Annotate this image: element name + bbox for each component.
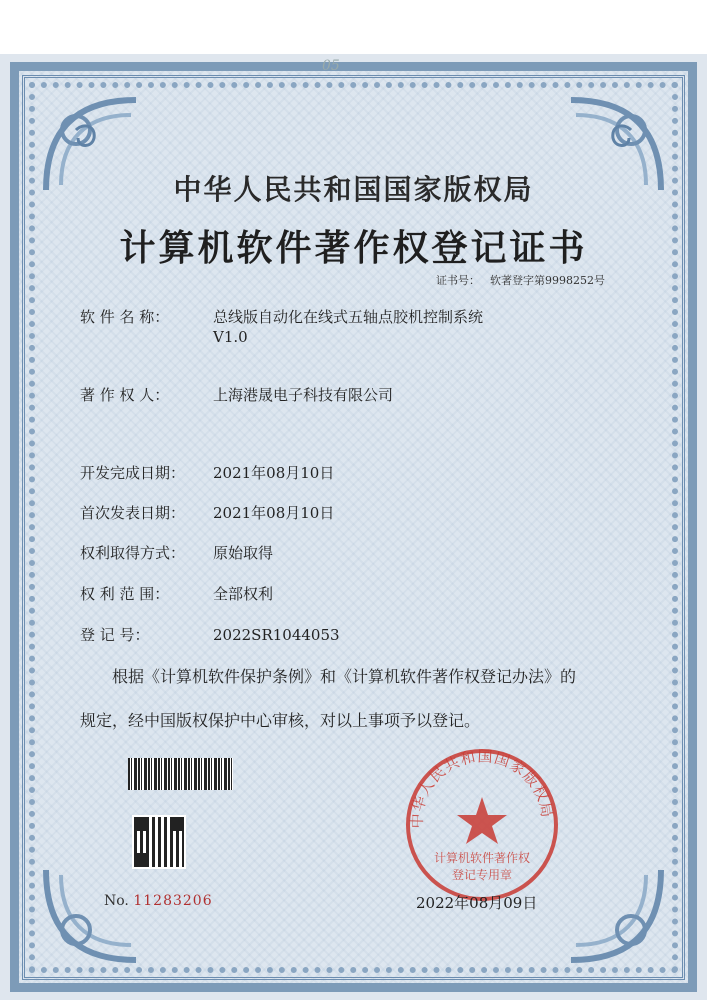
statement-line-2: 规定，经中国版权保护中心审核，对以上事项予以登记。 xyxy=(80,711,481,730)
greek-key-border xyxy=(29,82,678,973)
field-value: 全部权利 xyxy=(213,585,274,603)
certificate-number-value: 软著登字第9998252号 xyxy=(490,274,605,287)
field-acquire-method xyxy=(80,542,273,563)
ornament-corner-icon xyxy=(36,860,156,970)
field-value: 原始取得 xyxy=(213,544,274,562)
field-label: 首次发表日期： xyxy=(80,504,186,522)
field-value: 2021年08月10日 xyxy=(213,464,335,482)
statement-line-1: 根据《计算机软件保护条例》和《计算机软件著作权登记办法》的 xyxy=(112,667,577,686)
serial-prefix: No. xyxy=(104,893,129,909)
serial-number xyxy=(104,893,213,909)
field-value: 上海港晟电子科技有限公司 xyxy=(213,386,394,404)
barcode xyxy=(128,758,233,790)
handwritten-mark: 05 xyxy=(322,58,340,74)
seal-inner-line-1: 计算机软件著作权 xyxy=(433,851,531,865)
field-label: 著 作 权 人： xyxy=(80,386,170,404)
field-label: 登 记 号： xyxy=(80,626,150,644)
issuing-authority: 中华人民共和国国家版权局 xyxy=(173,173,534,206)
field-rights-scope xyxy=(80,583,273,604)
field-label: 权利取得方式： xyxy=(80,544,186,562)
field-label: 权 利 范 围： xyxy=(80,585,170,603)
field-label: 开发完成日期： xyxy=(80,464,186,482)
official-seal xyxy=(402,745,562,905)
field-label: 软 件 名 称： xyxy=(80,308,170,326)
ornament-corner-icon xyxy=(551,860,671,970)
field-software-name xyxy=(80,306,483,327)
field-owner xyxy=(80,384,393,405)
qr-code xyxy=(132,815,186,869)
field-value: 总线版自动化在线式五轴点胶机控制系统 xyxy=(213,308,484,326)
star-icon xyxy=(457,797,507,844)
seal-ring-text: 中华人民共和国国家版权局 xyxy=(407,747,557,829)
field-software-version: V1.0 xyxy=(213,328,248,346)
field-registration-number xyxy=(80,624,340,645)
field-value: 2022SR1044053 xyxy=(213,626,340,644)
field-dev-date xyxy=(80,462,334,483)
serial-value: 11283206 xyxy=(133,893,213,909)
certificate-title: 计算机软件著作权登记证书 xyxy=(119,227,588,269)
certificate-number xyxy=(426,272,605,288)
certificate-number-label: 证书号： xyxy=(436,274,480,287)
seal-inner-line-2: 登记专用章 xyxy=(451,868,513,882)
issue-date: 2022年08月09日 xyxy=(416,894,538,912)
field-pub-date xyxy=(80,502,334,523)
field-value: 2021年08月10日 xyxy=(213,504,335,522)
